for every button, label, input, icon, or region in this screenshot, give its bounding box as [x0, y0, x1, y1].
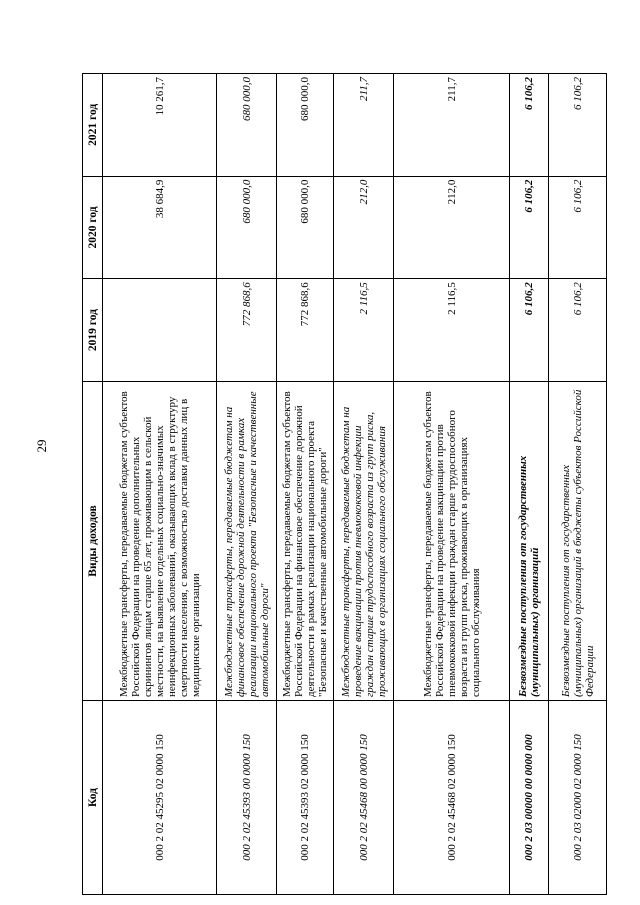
- row-2020: 38 684,9: [103, 176, 217, 279]
- revenue-table: [82, 73, 607, 895]
- header-2020: 2020 год: [83, 176, 103, 279]
- row-code: 000 2 02 45295 02 0000 150: [103, 701, 217, 895]
- table-row: [394, 74, 510, 895]
- row-2021: 680 000,0: [277, 74, 334, 177]
- row-2020: 6 106,2: [549, 176, 607, 279]
- row-2019: 6 106,2: [549, 279, 607, 382]
- table-row: [103, 74, 217, 895]
- row-2020: 680 000,0: [277, 176, 334, 279]
- rotated-table-container: [82, 73, 605, 895]
- row-2019: 772 868,6: [217, 279, 277, 382]
- page-number: 29: [34, 439, 49, 453]
- table-row: [510, 74, 549, 895]
- row-name: Безвозмездные поступления от государственных (муниципальных) организаций в бюджеты субъектов Российской Федерации: [549, 381, 607, 700]
- table-row: [217, 74, 277, 895]
- row-2021: 6 106,2: [510, 74, 549, 177]
- table-row: [334, 74, 394, 895]
- row-2020: 680 000,0: [217, 176, 277, 279]
- row-2021: 680 000,0: [217, 74, 277, 177]
- row-2021: 211,7: [394, 74, 510, 177]
- row-2019: 2 116,5: [334, 279, 394, 382]
- row-name: Межбюджетные трансферты, передаваемые бюджетам на финансовое обеспечение дорожной деятельности в рамках реализации национального проекта "Безопасные и качественные автомобильные дороги": [217, 381, 277, 700]
- row-code: 000 2 03 02000 02 0000 150: [549, 701, 607, 895]
- row-2021: 211,7: [334, 74, 394, 177]
- row-code: 000 2 02 45393 02 0000 150: [277, 701, 334, 895]
- row-name: Безвозмездные поступления от государственных (муниципальных) организаций: [510, 381, 549, 700]
- row-name: Межбюджетные трансферты, передаваемые бюджетам субъектов Российской Федерации на финансовое обеспечение дорожной деятельности в рамках реализации национального проекта "Безопасные и качественные автомобильные дороги": [277, 381, 334, 700]
- row-2020: 6 106,2: [510, 176, 549, 279]
- row-2020: 212,0: [394, 176, 510, 279]
- row-2021: 10 261,7: [103, 74, 217, 177]
- row-2019: 772 868,6: [277, 279, 334, 382]
- table-row: [277, 74, 334, 895]
- row-code: 000 2 02 45468 00 0000 150: [334, 701, 394, 895]
- table-header-row: [83, 74, 103, 895]
- row-2019: 2 116,5: [394, 279, 510, 382]
- row-code: 000 2 02 45468 02 0000 150: [394, 701, 510, 895]
- row-code: 000 2 02 45393 00 0000 150: [217, 701, 277, 895]
- header-2021: 2021 год: [83, 74, 103, 177]
- row-name: Межбюджетные трансферты, передаваемые бюджетам на проведение вакцинации против пневмококковой инфекции граждан старше трудоспособного возраста из групп риска, проживающих в организациях социального обслуживания: [334, 381, 394, 700]
- row-code: 000 2 03 00000 00 0000 000: [510, 701, 549, 895]
- row-2019: 6 106,2: [510, 279, 549, 382]
- row-name: Межбюджетные трансферты, передаваемые бюджетам субъектов Российской Федерации на проведение вакцинации против пневмококковой инфекции граждан старше трудоспособного возраста из групп риска, проживающих в организациях социального обслуживания: [394, 381, 510, 700]
- row-2019: [103, 279, 217, 382]
- row-name: Межбюджетные трансферты, передаваемые бюджетам субъектов Российской Федерации на проведение дополнительных скринингов лицам старше 65 лет, проживающим в сельской местности, на выявление отдельных социально-значимых неинфекционных заболеваний, оказывающих вклад в структуру смертности населения, с возможностью доставки данных лиц в медицинские организации: [103, 381, 217, 700]
- row-2020: 212,0: [334, 176, 394, 279]
- row-2021: 6 106,2: [549, 74, 607, 177]
- header-revenue-type: Виды доходов: [83, 381, 103, 700]
- header-code: Код: [83, 701, 103, 895]
- table-row: [549, 74, 607, 895]
- header-2019: 2019 год: [83, 279, 103, 382]
